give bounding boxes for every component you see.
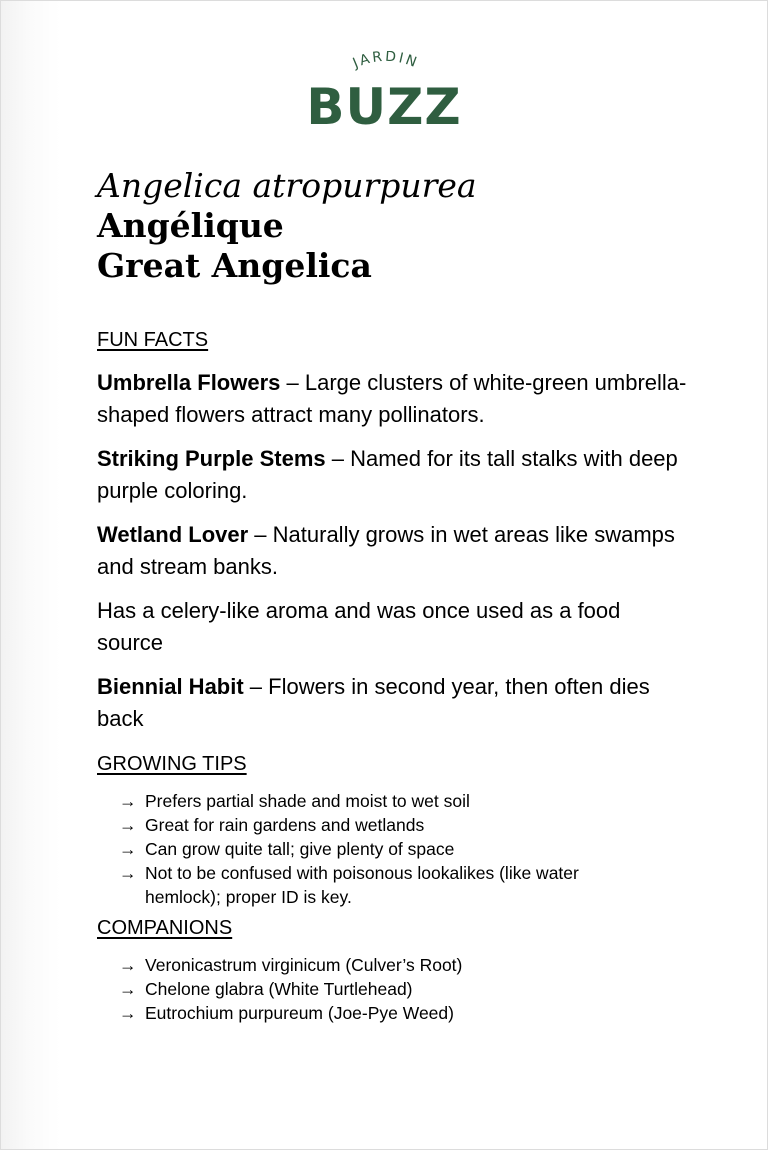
list-item	[119, 953, 659, 977]
tip-text: Prefers partial shade and moist to wet soil	[145, 791, 470, 811]
logo-large-text: BUZZ	[306, 78, 462, 131]
arrow-right-icon: →	[119, 1003, 137, 1023]
fun-fact-item	[97, 443, 687, 507]
list-item	[119, 861, 659, 909]
fun-fact-text: – Named for its tall stalks with deep purple coloring.	[97, 446, 678, 503]
list-item	[119, 837, 659, 861]
list-item	[119, 977, 659, 1001]
fun-fact-title: Umbrella Flowers	[97, 370, 281, 395]
logo-small-text: JARDIN	[350, 51, 421, 72]
arrow-right-icon: →	[119, 791, 137, 811]
arrow-right-icon: →	[119, 979, 137, 999]
companion-text: Chelone glabra (White Turtlehead)	[145, 979, 413, 999]
fun-fact-item	[97, 519, 687, 583]
fun-fact-text: – Flowers in second year, then often dies back	[97, 674, 650, 731]
english-name: Great Angelica	[97, 246, 372, 285]
tip-text: Can grow quite tall; give plenty of space	[145, 839, 455, 859]
list-item	[119, 813, 659, 837]
arrow-right-icon: →	[119, 863, 137, 883]
fun-fact-title: Wetland Lover	[97, 522, 249, 547]
growing-tips-heading: GROWING TIPS	[97, 753, 247, 775]
tip-text: Great for rain gardens and wetlands	[145, 815, 425, 835]
french-name: Angélique	[97, 206, 284, 245]
companions-heading: COMPANIONS	[97, 917, 233, 939]
list-item	[119, 1001, 659, 1025]
fun-facts-heading: FUN FACTS	[97, 329, 209, 351]
latin-name: Angelica atropurpurea	[97, 166, 477, 205]
companion-text: Veronicastrum virginicum (Culver’s Root)	[145, 955, 463, 975]
fun-fact-text: – Large clusters of white-green umbrella-shaped flowers attract many pollinators.	[97, 370, 687, 427]
fun-fact-text: – Naturally grows in wet areas like swamps and stream banks.	[97, 522, 675, 579]
fun-fact-title: Striking Purple Stems	[97, 446, 326, 471]
growing-tips-list	[119, 789, 659, 909]
arrow-right-icon: →	[119, 955, 137, 975]
fun-fact-item	[97, 367, 687, 431]
jardin-buzz-logo	[301, 51, 471, 131]
fun-fact-text: Has a celery-like aroma and was once used as a food source	[97, 598, 621, 655]
arrow-right-icon: →	[119, 839, 137, 859]
companion-text: Eutrochium purpureum (Joe-Pye Weed)	[145, 1003, 454, 1023]
logo-graphic	[301, 51, 471, 131]
arrow-right-icon: →	[119, 815, 137, 835]
fun-fact-title: Biennial Habit	[97, 674, 244, 699]
list-item	[119, 789, 659, 813]
plant-titles	[97, 166, 717, 286]
fun-fact-item	[97, 595, 687, 659]
companions-list	[119, 953, 659, 1025]
fun-fact-item	[97, 671, 687, 735]
tip-text: Not to be confused with poisonous lookalikes (like water hemlock); proper ID is key.	[145, 863, 579, 907]
